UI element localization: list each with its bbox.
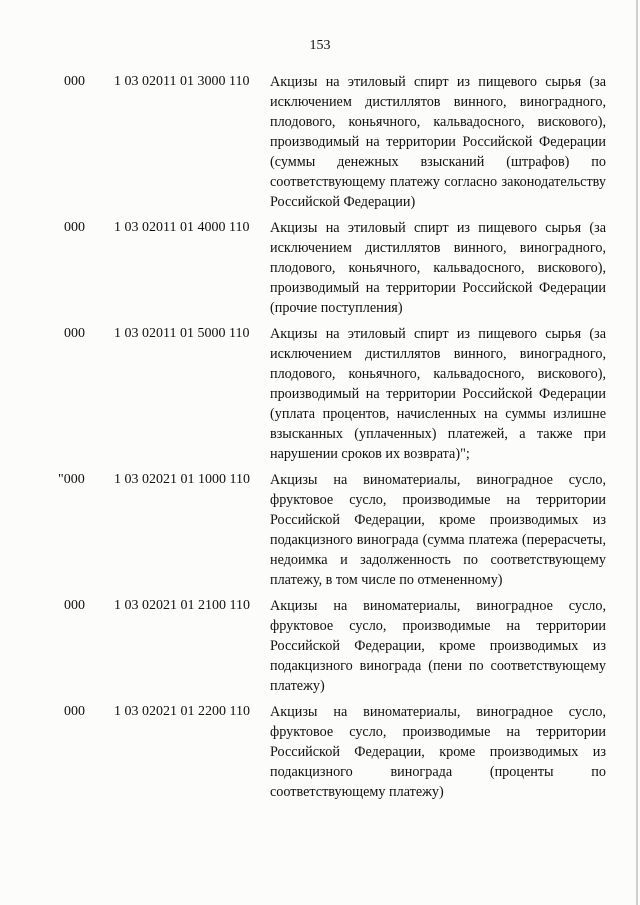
row-description: Акцизы на виноматериалы, виноградное сусло, фруктовое сусло, производимые на территории Российской Федерации, кроме производимых из подакцизного винограда (проценты по соответствующему платежу) bbox=[270, 704, 606, 800]
admin-code: 000 bbox=[64, 220, 85, 235]
admin-code: 000 bbox=[64, 74, 85, 89]
row-description: Акцизы на виноматериалы, виноградное сусло, фруктовое сусло, производимые на территории Российской Федерации, кроме производимых из подакцизного винограда (сумма платежа (перерасчеты, недоимка и задолженность по соответствующему платежу, в том числе по отмененному) bbox=[270, 472, 606, 588]
kbk-code: 1 03 02011 01 4000 110 bbox=[114, 220, 250, 235]
row-description: Акцизы на этиловый спирт из пищевого сырья (за исключением дистиллятов винного, виноградного, плодового, коньячного, кальвадосного, вискового), производимый на территории Российской Федерации (уплата процентов, начисленных на суммы излишне взысканных (уплаченных) платежей, а также при нарушении сроков их возврата)"; bbox=[270, 326, 606, 462]
kbk-code: 1 03 02021 01 1000 110 bbox=[114, 472, 250, 487]
table-row bbox=[0, 66, 640, 212]
row-description: Акцизы на виноматериалы, виноградное сусло, фруктовое сусло, производимые на территории Российской Федерации, кроме производимых из подакцизного винограда (пени по соответствующему платежу) bbox=[270, 598, 606, 694]
row-description: Акцизы на этиловый спирт из пищевого сырья (за исключением дистиллятов винного, виноградного, плодового, коньячного, кальвадосного, вискового), производимый на территории Российской Федерации (суммы денежных взысканий (штрафов) по соответствующему платежу согласно законодательству Российской Федерации) bbox=[270, 74, 606, 210]
admin-code: 000 bbox=[64, 326, 85, 341]
kbk-table bbox=[0, 66, 640, 802]
kbk-code: 1 03 02021 01 2100 110 bbox=[114, 598, 250, 613]
table-row bbox=[0, 590, 640, 696]
kbk-code: 1 03 02011 01 5000 110 bbox=[114, 326, 250, 341]
kbk-code: 1 03 02011 01 3000 110 bbox=[114, 74, 250, 89]
admin-code: "000 bbox=[58, 472, 85, 487]
admin-code: 000 bbox=[64, 704, 85, 719]
row-description: Акцизы на этиловый спирт из пищевого сырья (за исключением дистиллятов винного, виноградного, плодового, коньячного, кальвадосного, вискового), производимый на территории Российской Федерации (прочие поступления) bbox=[270, 220, 606, 316]
page-number: 153 bbox=[309, 38, 331, 53]
table-row bbox=[0, 318, 640, 464]
kbk-code: 1 03 02021 01 2200 110 bbox=[114, 704, 250, 719]
table-row bbox=[0, 464, 640, 590]
table-row bbox=[0, 696, 640, 802]
table-row bbox=[0, 212, 640, 318]
admin-code: 000 bbox=[64, 598, 85, 613]
